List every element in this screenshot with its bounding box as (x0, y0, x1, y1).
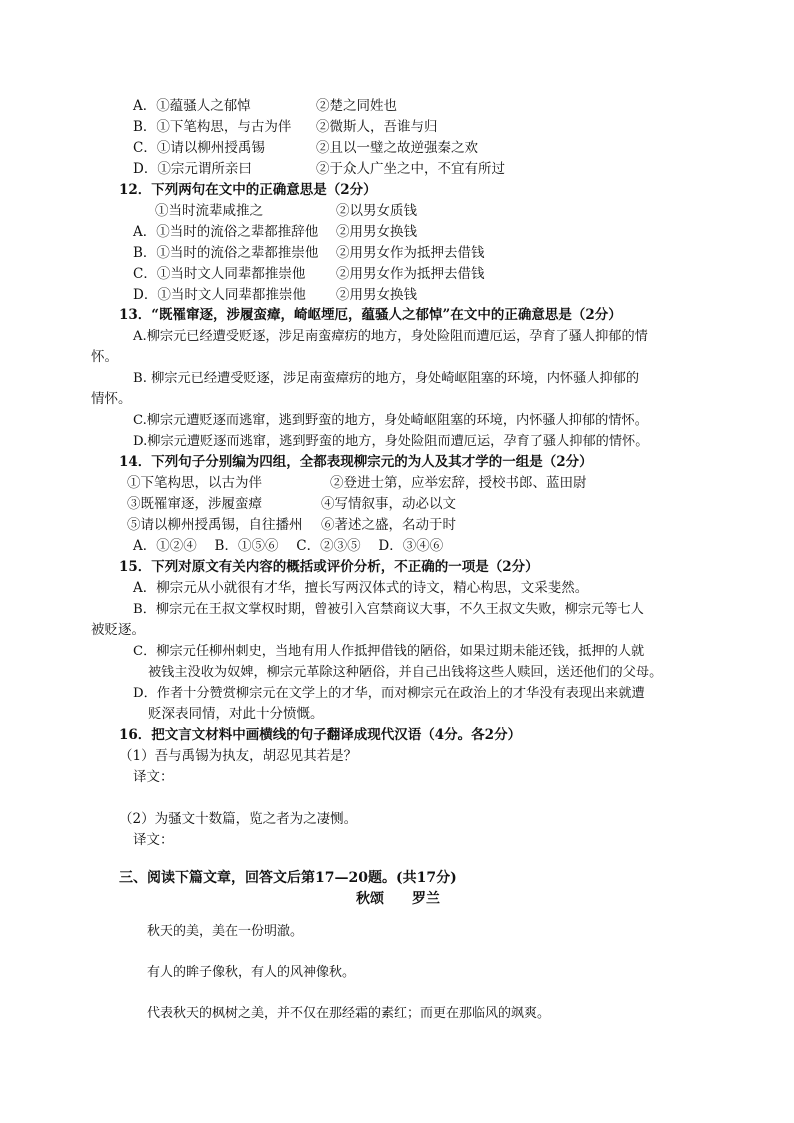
q13-option-b-line2: 情怀。 (91, 391, 132, 407)
q15-option-b-line1: B．柳宗元在王叔文掌权时期，曾被引入宫禁商议大事，不久王叔文失败，柳宗元等七人 (133, 602, 644, 617)
article-paragraph-3: 代表秋天的枫树之美，并不仅在那经霜的素红；而更在那临风的飒爽。 (147, 1006, 551, 1021)
q13-stem: 13．“既罹窜逐，涉履蛮瘴，崎岖堙厄，蕴骚人之郁悼”在文中的正确意思是（2分） (119, 307, 622, 323)
q13-option-c: C.柳宗元遭贬逐而逃窜，逃到野蛮的地方，身处崎岖阻塞的环境，内怀骚人抑郁的情怀。 (133, 413, 648, 428)
q12-option-d-2: ②用男女换钱 (336, 287, 417, 303)
q12-option-a-1: A．①当时的流俗之辈都推辞他 (133, 224, 319, 240)
q11-option-a-1: A．①蕴骚人之郁悼 (133, 98, 251, 114)
q14-item-2: ②登进士第，应举宏辞，授校书郎、蓝田尉 (330, 475, 587, 491)
q11-option-b-2: ②微斯人，吾谁与归 (316, 119, 438, 135)
section-3-heading: 三、阅读下篇文章，回答文后第17—20题。(共17分) (119, 870, 457, 886)
q15-option-d-line2: 贬深表同情，对此十分愤慨。 (148, 706, 324, 722)
q14-item-6: ⑥著述之盛，名动于时 (321, 517, 456, 533)
q12-option-b-2: ②用男女作为抵押去借钱 (336, 245, 485, 261)
q11-option-c-1: C．①请以柳州授禹锡 (133, 140, 265, 156)
q11-option-c-2: ②且以一璧之故逆强秦之欢 (316, 140, 478, 156)
q16-sentence-1: （1）吾与禹锡为执友，胡忍见其若是？ (119, 748, 358, 764)
q13-option-a-line2: 怀。 (91, 349, 118, 365)
q16-stem: 16．把文言文材料中画横线的句子翻译成现代汉语（4分。各2分） (119, 727, 522, 743)
q16-answer-label-1: 译文： (133, 769, 174, 785)
q14-item-3: ③既罹窜逐，涉履蛮瘴 (127, 496, 262, 512)
q16-sentence-2: （2）为骚文十数篇，览之者为之凄恻。 (119, 811, 358, 827)
q15-option-b-line2: 被贬逐。 (91, 622, 145, 638)
q16-answer-label-2: 译文： (133, 832, 174, 848)
q14-stem: 14．下列句子分别编为四组，全都表现柳宗元的为人及其才学的一组是（2分） (119, 454, 593, 470)
q12-given-2: ②以男女质钱 (336, 203, 417, 219)
q12-option-b-1: B．①当时的流俗之辈都推崇他 (133, 245, 319, 261)
q15-option-d-line1: D．作者十分赞赏柳宗元在文学上的才华，而对柳宗元在政治上的才华没有表现出来就遭 (133, 686, 645, 701)
q14-item-5: ⑤请以柳州授禹锡，自往播州 (127, 517, 303, 533)
q12-option-c-2: ②用男女作为抵押去借钱 (336, 266, 485, 282)
q15-option-a: A．柳宗元从小就很有才华，擅长写两汉体式的诗文，精心构思，文采斐然。 (133, 580, 589, 596)
q15-stem: 15．下列对原文有关内容的概括或评价分析，不正确的一项是（2分） (119, 559, 539, 575)
q13-option-b-line1: B. 柳宗元已经遭受贬逐，涉足南蛮瘴疠的地方，身处崎岖阻塞的环境，内怀骚人抑郁的 (133, 371, 640, 386)
article-title: 秋颂 罗兰 (356, 891, 440, 907)
q11-option-a-2: ②楚之同姓也 (316, 98, 397, 114)
q12-option-c-1: C．①当时文人同辈都推崇他 (133, 266, 306, 282)
q15-option-c-line2: 被钱主没收为奴婢，柳宗元革除这种陋俗，并自己出钱将这些人赎回，送还他们的父母。 (148, 665, 663, 680)
q12-given-1: ①当时流辈咸推之 (155, 203, 263, 219)
q13-option-d: D.柳宗元遭贬逐而逃窜，逃到野蛮的地方，身处险阻而遭厄运，孕育了骚人抑郁的情怀。 (133, 434, 649, 449)
q11-option-d-2: ②于众人广坐之中，不宜有所过 (316, 161, 505, 177)
q13-option-a-line1: A.柳宗元已经遭受贬逐，涉足南蛮瘴疠的地方，身处险阻而遭厄运，孕育了骚人抑郁的情 (133, 329, 648, 344)
q12-option-d-1: D．①当时文人同辈都推崇他 (133, 287, 306, 303)
q11-option-d-1: D．①宗元谓所亲曰 (133, 161, 252, 177)
q15-option-c-line1: C．柳宗元任柳州刺史，当地有用人作抵押借钱的陋俗，如果过期未能还钱，抵押的人就 (133, 644, 645, 659)
q14-item-1: ①下笔构思，以古为伴 (127, 475, 262, 491)
q14-item-4: ④写情叙事，动必以文 (321, 496, 456, 512)
q12-option-a-2: ②用男女换钱 (336, 224, 417, 240)
q11-option-b-1: B．①下笔构思，与古为伴 (133, 119, 292, 135)
q12-stem: 12．下列两句在文中的正确意思是（2分） (119, 182, 377, 198)
q14-options: A．①②④ B．①⑤⑥ C．②③⑤ D．③④⑥ (133, 538, 444, 554)
article-paragraph-2: 有人的眸子像秋，有人的风神像秋。 (147, 965, 356, 980)
article-paragraph-1: 秋天的美，美在一份明澈。 (147, 924, 304, 939)
